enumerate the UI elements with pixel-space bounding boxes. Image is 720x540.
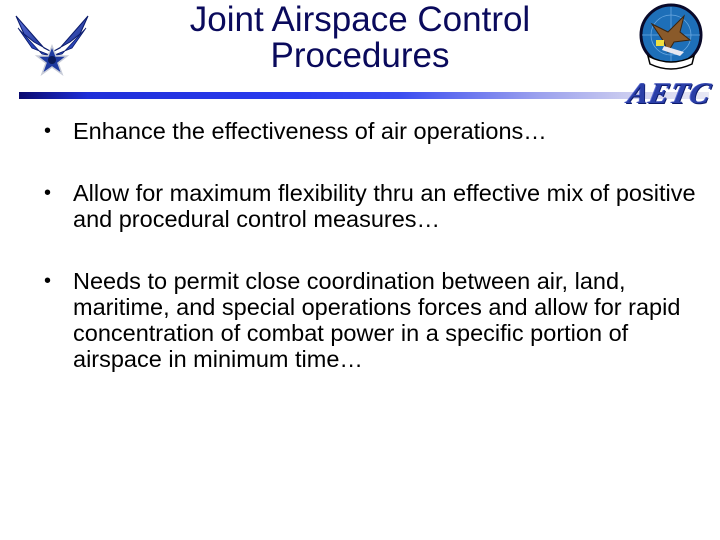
air-force-wings-icon	[14, 12, 90, 80]
bullet-text: Allow for maximum flexibility thru an effective mix of positive and procedural control measures…	[73, 180, 696, 232]
slide-title	[140, 2, 580, 74]
title-line-2: Procedures	[270, 36, 450, 75]
bullet-item	[42, 268, 702, 372]
bullet-icon: •	[44, 182, 52, 204]
bullet-list	[42, 118, 702, 408]
bullet-item	[42, 118, 702, 144]
squadron-emblem-icon	[634, 2, 708, 72]
aetc-logo: AETC	[625, 77, 715, 110]
bullet-icon: •	[44, 120, 52, 142]
bullet-text: Enhance the effectiveness of air operations…	[73, 118, 547, 144]
bullet-text: Needs to permit close coordination between air, land, maritime, and special operations forces and allow for rapid concentration of combat power in a specific portion of airspace in minimum time…	[73, 268, 681, 372]
bullet-item	[42, 180, 702, 232]
bullet-icon: •	[44, 270, 52, 292]
title-line-1: Joint Airspace Control	[189, 0, 531, 39]
